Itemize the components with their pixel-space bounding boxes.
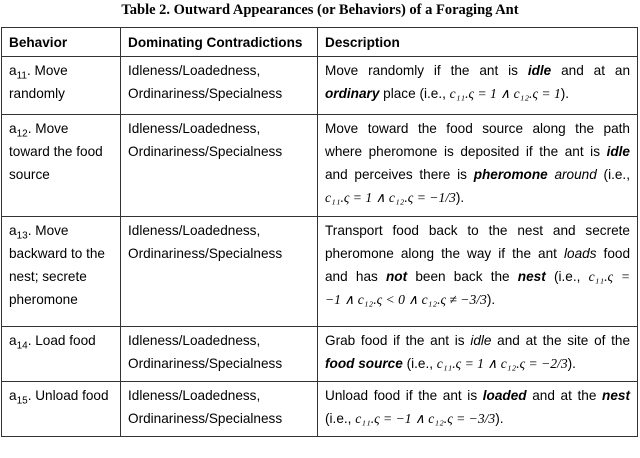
- contradiction: Ordinariness/Specialness: [128, 411, 283, 426]
- behaviors-table: [1, 27, 638, 437]
- contradiction: Idleness/Loadedness,: [128, 223, 261, 238]
- math-expression: c₁₁.ς = 1 ∧ c₁₂.ς = −2/3: [436, 356, 568, 371]
- description-text: ).: [455, 190, 465, 205]
- description-text: ).: [560, 86, 570, 101]
- contradiction: Ordinariness/Specialness: [128, 356, 283, 371]
- math-expression: c₁₁.ς =: [588, 269, 630, 284]
- header-contradictions: Dominating Contradictions: [121, 28, 318, 57]
- contradiction: Idleness/Loadedness,: [128, 333, 261, 348]
- behavior-label: . Move randomly: [9, 63, 68, 101]
- description-text: (i.e.,: [596, 167, 630, 182]
- behavior-id: a: [9, 333, 17, 348]
- behavior-cell: [2, 57, 121, 115]
- behavior-cell: [2, 327, 121, 382]
- emphasis-bold: not: [386, 269, 408, 284]
- description-text: Transport food back to the nest and secrete pheromone along the way if the ant: [325, 223, 630, 261]
- table-row: [2, 382, 638, 437]
- contradictions-cell: [121, 382, 318, 437]
- contradictions-cell: [121, 217, 318, 327]
- contradiction: Idleness/Loadedness,: [128, 121, 261, 136]
- emphasis-bold: idle: [606, 144, 630, 159]
- description-cell: [318, 57, 638, 115]
- table-row: [2, 57, 638, 115]
- description-text: (i.e.,: [545, 269, 589, 284]
- emphasis-italic: loads: [564, 246, 597, 261]
- description-text: Move toward the food source along the path where pheromone is deposited if the ant is: [325, 121, 630, 159]
- description-text: place (i.e.,: [379, 86, 450, 101]
- contradiction: Ordinariness/Specialness: [128, 86, 283, 101]
- math-expression: −1 ∧ c₁₂.ς < 0 ∧ c₁₂.ς ≠ −3/3: [325, 292, 487, 307]
- emphasis-bold: idle: [527, 63, 552, 78]
- description-cell: [318, 115, 638, 217]
- description-text: Grab food if the ant is: [325, 333, 471, 348]
- behavior-id: a: [9, 63, 17, 78]
- table-header-row: [2, 28, 638, 57]
- table-row: [2, 327, 638, 382]
- description-text: ).: [495, 411, 504, 426]
- math-expression: c₁₁.ς = 1 ∧ c₁₂.ς = 1: [449, 86, 561, 101]
- contradiction: Ordinariness/Specialness: [128, 144, 283, 159]
- contradiction: Ordinariness/Specialness: [128, 246, 283, 261]
- header-description: Description: [318, 28, 638, 57]
- description-text: and at the: [526, 388, 603, 403]
- emphasis-bold: nest: [517, 269, 546, 284]
- emphasis-bold: food source: [325, 356, 403, 371]
- behavior-id: a: [9, 121, 17, 136]
- emphasis-bold: pheromone: [473, 167, 548, 182]
- emphasis-bold: ordinary: [325, 86, 380, 101]
- description-cell: [318, 382, 638, 437]
- table-row: [2, 217, 638, 327]
- description-text: Move randomly if the ant is: [325, 63, 528, 78]
- emphasis-bold: nest: [602, 388, 630, 403]
- behavior-id-sub: 14: [16, 340, 28, 352]
- header-behavior: Behavior: [2, 28, 121, 57]
- contradiction: Idleness/Loadedness,: [128, 388, 261, 403]
- description-text: and at the site of the: [491, 333, 631, 348]
- behavior-id-sub: 15: [16, 395, 28, 407]
- description-text: ).: [486, 292, 496, 307]
- behavior-label: . Unload food: [27, 388, 109, 403]
- emphasis-italic: idle: [470, 333, 492, 348]
- behavior-id: a: [9, 223, 17, 238]
- contradictions-cell: [121, 115, 318, 217]
- contradictions-cell: [121, 327, 318, 382]
- contradictions-cell: [121, 57, 318, 115]
- description-text: (i.e.,: [325, 411, 356, 426]
- description-text: been back the: [407, 269, 518, 284]
- description-cell: [318, 327, 638, 382]
- behavior-label: . Move toward the food source: [9, 121, 103, 182]
- behavior-id-sub: 11: [16, 70, 27, 82]
- behavior-id: a: [9, 388, 17, 403]
- table-caption: Table 2. Outward Appearances (or Behaviors) of a Foraging Ant: [121, 2, 519, 18]
- behavior-id-sub: 13: [16, 230, 28, 242]
- emphasis-italic: around: [554, 167, 597, 182]
- description-text: (i.e.,: [402, 356, 437, 371]
- description-cell: [318, 217, 638, 327]
- description-text: food and has: [325, 246, 630, 284]
- behavior-label: . Move backward to the nest; secrete pheromone: [9, 223, 105, 307]
- behavior-cell: [2, 217, 121, 327]
- behavior-label: . Load food: [27, 333, 96, 348]
- math-expression: c₁₁.ς = 1 ∧ c₁₂.ς = −1/3: [325, 190, 456, 205]
- table-row: [2, 115, 638, 217]
- description-text: and perceives there is: [325, 167, 474, 182]
- contradiction: Idleness/Loadedness,: [128, 63, 261, 78]
- behavior-cell: [2, 382, 121, 437]
- emphasis-bold: loaded: [482, 388, 527, 403]
- behavior-id-sub: 12: [16, 128, 28, 140]
- description-text: Unload food if the ant is: [325, 388, 483, 403]
- description-text: and at an: [551, 63, 630, 78]
- math-expression: c₁₁.ς = −1 ∧ c₁₂.ς = −3/3: [355, 411, 496, 426]
- description-text: ).: [567, 356, 576, 371]
- behavior-cell: [2, 115, 121, 217]
